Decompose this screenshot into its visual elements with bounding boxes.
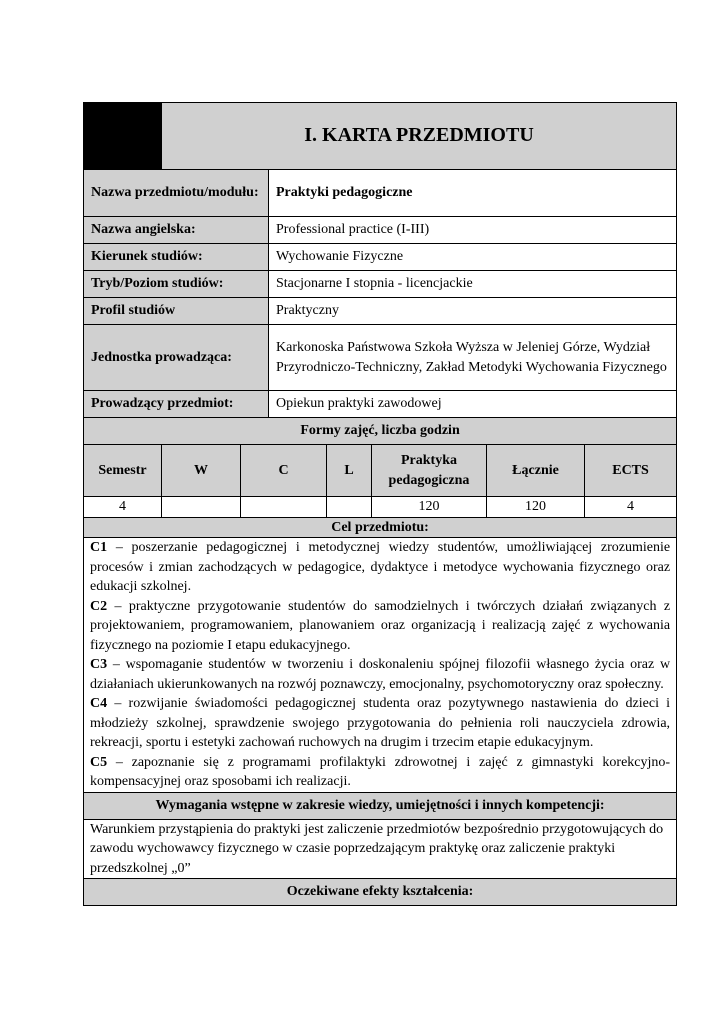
header-row [84, 103, 677, 170]
course-card [83, 102, 676, 906]
course-card-table [83, 102, 677, 906]
info-value: Karkonoska Państwowa Szkoła Wyższa w Jeleniej Górze, Wydział Przyrodniczo-Techniczny, Zakład Metodyki Wychowania Fizycznego [269, 325, 677, 391]
goal-item: C2 – praktyczne przygotowanie studentów do samodzielnych i twórczych działań związanych z projektowaniem, programowaniem, planowaniem oraz organizacją i realizacją zajęć z wychowania fizycznego na poziomie I etapu edukacyjnego. [90, 598, 671, 653]
forms-header-row [84, 445, 677, 497]
info-value: Opiekun praktyki zawodowej [269, 391, 677, 418]
table-cell: 4 [585, 497, 677, 518]
goal-item: C5 – zapoznanie się z programami profilaktyki zdrowotnej i zajęć z gimnastyki korekcyjno-kompensacyjnej oraz sposobami ich realizacji. [90, 754, 671, 789]
forms-heading-row [84, 418, 677, 445]
info-label: Nazwa angielska: [84, 217, 269, 244]
black-corner-block [84, 103, 162, 170]
goals-text [84, 538, 677, 793]
requirements-text: Warunkiem przystąpienia do praktyki jest zaliczenie przedmiotów bezpośrednio przygotowujących do zawodu wychowawcy fizycznego w czasie poprzedzającym praktykę oraz zaliczenie praktyki przedszkolnej „0” [84, 819, 677, 879]
goal-item: C3 – wspomaganie studentów w tworzeniu i doskonaleniu spójnej filozofii własnego życia oraz w działaniach ukierunkowanych na rozwój poznawczy, emocjonalny, psychomotoryczny oraz społeczny. [90, 657, 671, 692]
info-value: Professional practice (I-III) [269, 217, 677, 244]
column-header: Semestr [84, 445, 162, 497]
info-row-profile [84, 298, 677, 325]
requirements-heading-row [84, 792, 677, 819]
column-header: Praktyka pedagogiczna [372, 445, 487, 497]
outcomes-heading-row [84, 879, 677, 906]
column-header: ECTS [585, 445, 677, 497]
info-row-english-name [84, 217, 677, 244]
goals-heading-row [84, 517, 677, 538]
table-cell [162, 497, 241, 518]
goal-item: C1 – poszerzanie pedagogicznej i metodycznej wiedzy studentów, umożliwiającej zrozumienie procesów i zmian zachodzących w pedagogice, dydaktyce i metodyce wychowania fizycznego oraz edukacji szkolnej. [90, 540, 671, 594]
info-label: Kierunek studiów: [84, 244, 269, 271]
info-value: Praktyczny [269, 298, 677, 325]
info-label: Prowadzący przedmiot: [84, 391, 269, 418]
table-cell: 120 [487, 497, 585, 518]
table-cell: 120 [372, 497, 487, 518]
section-heading: Cel przedmiotu: [84, 517, 677, 538]
info-value: Praktyki pedagogiczne [269, 170, 677, 217]
info-label: Profil studiów [84, 298, 269, 325]
info-row-unit [84, 325, 677, 391]
goal-item: C4 – rozwijanie świadomości pedagogicznej studenta oraz pozytywnego nastawienia do dzieci i młodzieży szkolnej, sprawdzenie swojego przygotowania do pełnienia roli nauczyciela zdrowia, rekreacji, sportu i estetyki zachowań ruchowych na drugim i trzecim etapie edukacyjnym. [90, 696, 671, 750]
section-heading: Wymagania wstępne w zakresie wiedzy, umiejętności i innych kompetencji: [84, 792, 677, 819]
table-cell [327, 497, 372, 518]
section-heading: Oczekiwane efekty kształcenia: [84, 879, 677, 906]
section-heading: Formy zajęć, liczba godzin [84, 418, 677, 445]
info-row-lecturer [84, 391, 677, 418]
page-title: I. KARTA PRZEDMIOTU [162, 103, 677, 170]
forms-value-row [84, 497, 677, 518]
requirements-row [84, 819, 677, 879]
info-row-name [84, 170, 677, 217]
goals-row [84, 538, 677, 793]
info-row-mode [84, 271, 677, 298]
table-cell: 4 [84, 497, 162, 518]
info-label: Nazwa przedmiotu/modułu: [84, 170, 269, 217]
info-label: Tryb/Poziom studiów: [84, 271, 269, 298]
column-header: Łącznie [487, 445, 585, 497]
info-row-field [84, 244, 677, 271]
column-header: L [327, 445, 372, 497]
info-value: Stacjonarne I stopnia - licencjackie [269, 271, 677, 298]
table-cell [241, 497, 327, 518]
info-label: Jednostka prowadząca: [84, 325, 269, 391]
info-value: Wychowanie Fizyczne [269, 244, 677, 271]
column-header: W [162, 445, 241, 497]
column-header: C [241, 445, 327, 497]
